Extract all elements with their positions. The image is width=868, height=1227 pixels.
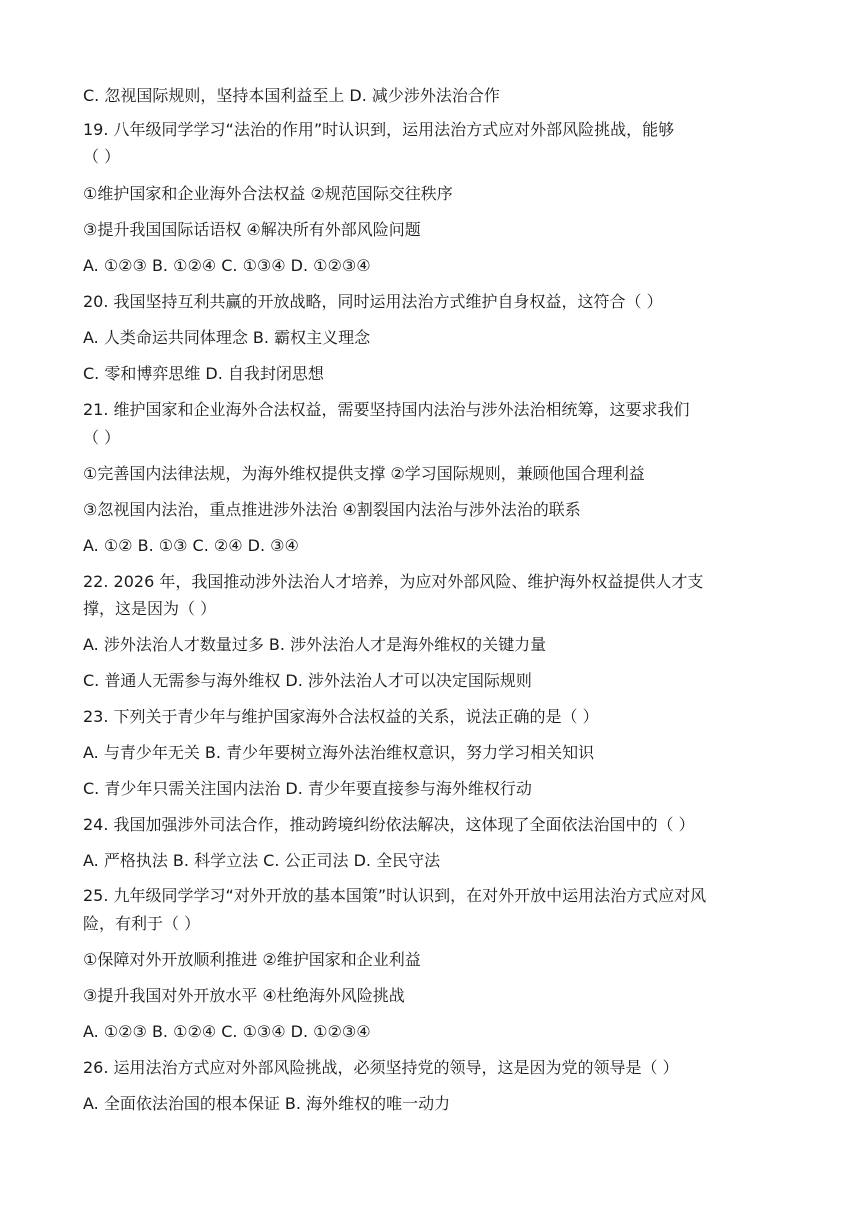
question-26-options-ab: A. 全面依法治国的根本保证 B. 海外维权的唯一动力: [83, 1094, 451, 1113]
question-22-stem-cont: 撑，这是因为（ ）: [83, 599, 217, 618]
question-19-options: A. ①②③ B. ①②④ C. ①③④ D. ①②③④: [83, 256, 371, 275]
question-23-options-ab: A. 与青少年无关 B. 青少年要树立海外法治维权意识，努力学习相关知识: [83, 743, 595, 762]
question-19-bracket: （ ）: [83, 147, 121, 166]
question-19-stem: 19. 八年级同学学习“法治的作用”时认识到，运用法治方式应对外部风险挑战，能够: [83, 120, 675, 139]
question-22-stem: 22. 2026 年，我国推动涉外法治人才培养，为应对外部风险、维护海外权益提供人才支: [83, 572, 704, 591]
question-23-options-cd: C. 青少年只需关注国内法治 D. 青少年要直接参与海外维权行动: [83, 779, 532, 798]
question-24-options: A. 严格执法 B. 科学立法 C. 公正司法 D. 全民守法: [83, 851, 441, 870]
question-21-statement-12: ①完善国内法律法规，为海外维权提供支撑 ②学习国际规则，兼顾他国合理利益: [83, 464, 645, 483]
question-25-statement-12: ①保障对外开放顺利推进 ②维护国家和企业利益: [83, 950, 421, 969]
question-21-stem: 21. 维护国家和企业海外合法权益，需要坚持国内法治与涉外法治相统筹，这要求我们: [83, 400, 690, 419]
question-25-options: A. ①②③ B. ①②④ C. ①③④ D. ①②③④: [83, 1022, 371, 1041]
question-19-statement-34: ③提升我国国际话语权 ④解决所有外部风险问题: [83, 220, 421, 239]
question-22-options-ab: A. 涉外法治人才数量过多 B. 涉外法治人才是海外维权的关键力量: [83, 635, 547, 654]
question-20-options-ab: A. 人类命运共同体理念 B. 霸权主义理念: [83, 328, 371, 347]
question-23-stem: 23. 下列关于青少年与维护国家海外合法权益的关系，说法正确的是（ ）: [83, 707, 599, 726]
question-25-stem: 25. 九年级同学学习“对外开放的基本国策”时认识到，在对外开放中运用法治方式应对风: [83, 886, 707, 905]
question-20-options-cd: C. 零和博弈思维 D. 自我封闭思想: [83, 364, 324, 383]
question-21-bracket: （ ）: [83, 428, 121, 447]
option-line-18cd: C. 忽视国际规则，坚持本国利益至上 D. 减少涉外法治合作: [83, 86, 500, 105]
question-21-statement-34: ③忽视国内法治，重点推进涉外法治 ④割裂国内法治与涉外法治的联系: [83, 500, 581, 519]
question-20-stem: 20. 我国坚持互利共赢的开放战略，同时运用法治方式维护自身权益，这符合（ ）: [83, 292, 663, 311]
question-25-stem-cont: 险，有利于（ ）: [83, 914, 201, 933]
question-26-stem: 26. 运用法治方式应对外部风险挑战，必须坚持党的领导，这是因为党的领导是（ ）: [83, 1058, 679, 1077]
question-24-stem: 24. 我国加强涉外司法合作，推动跨境纠纷依法解决，这体现了全面依法治国中的（ ）: [83, 815, 695, 834]
question-25-statement-34: ③提升我国对外开放水平 ④杜绝海外风险挑战: [83, 986, 405, 1005]
question-21-options: A. ①② B. ①③ C. ②④ D. ③④: [83, 536, 299, 555]
question-19-statement-12: ①维护国家和企业海外合法权益 ②规范国际交往秩序: [83, 184, 453, 203]
question-22-options-cd: C. 普通人无需参与海外维权 D. 涉外法治人才可以决定国际规则: [83, 671, 532, 690]
